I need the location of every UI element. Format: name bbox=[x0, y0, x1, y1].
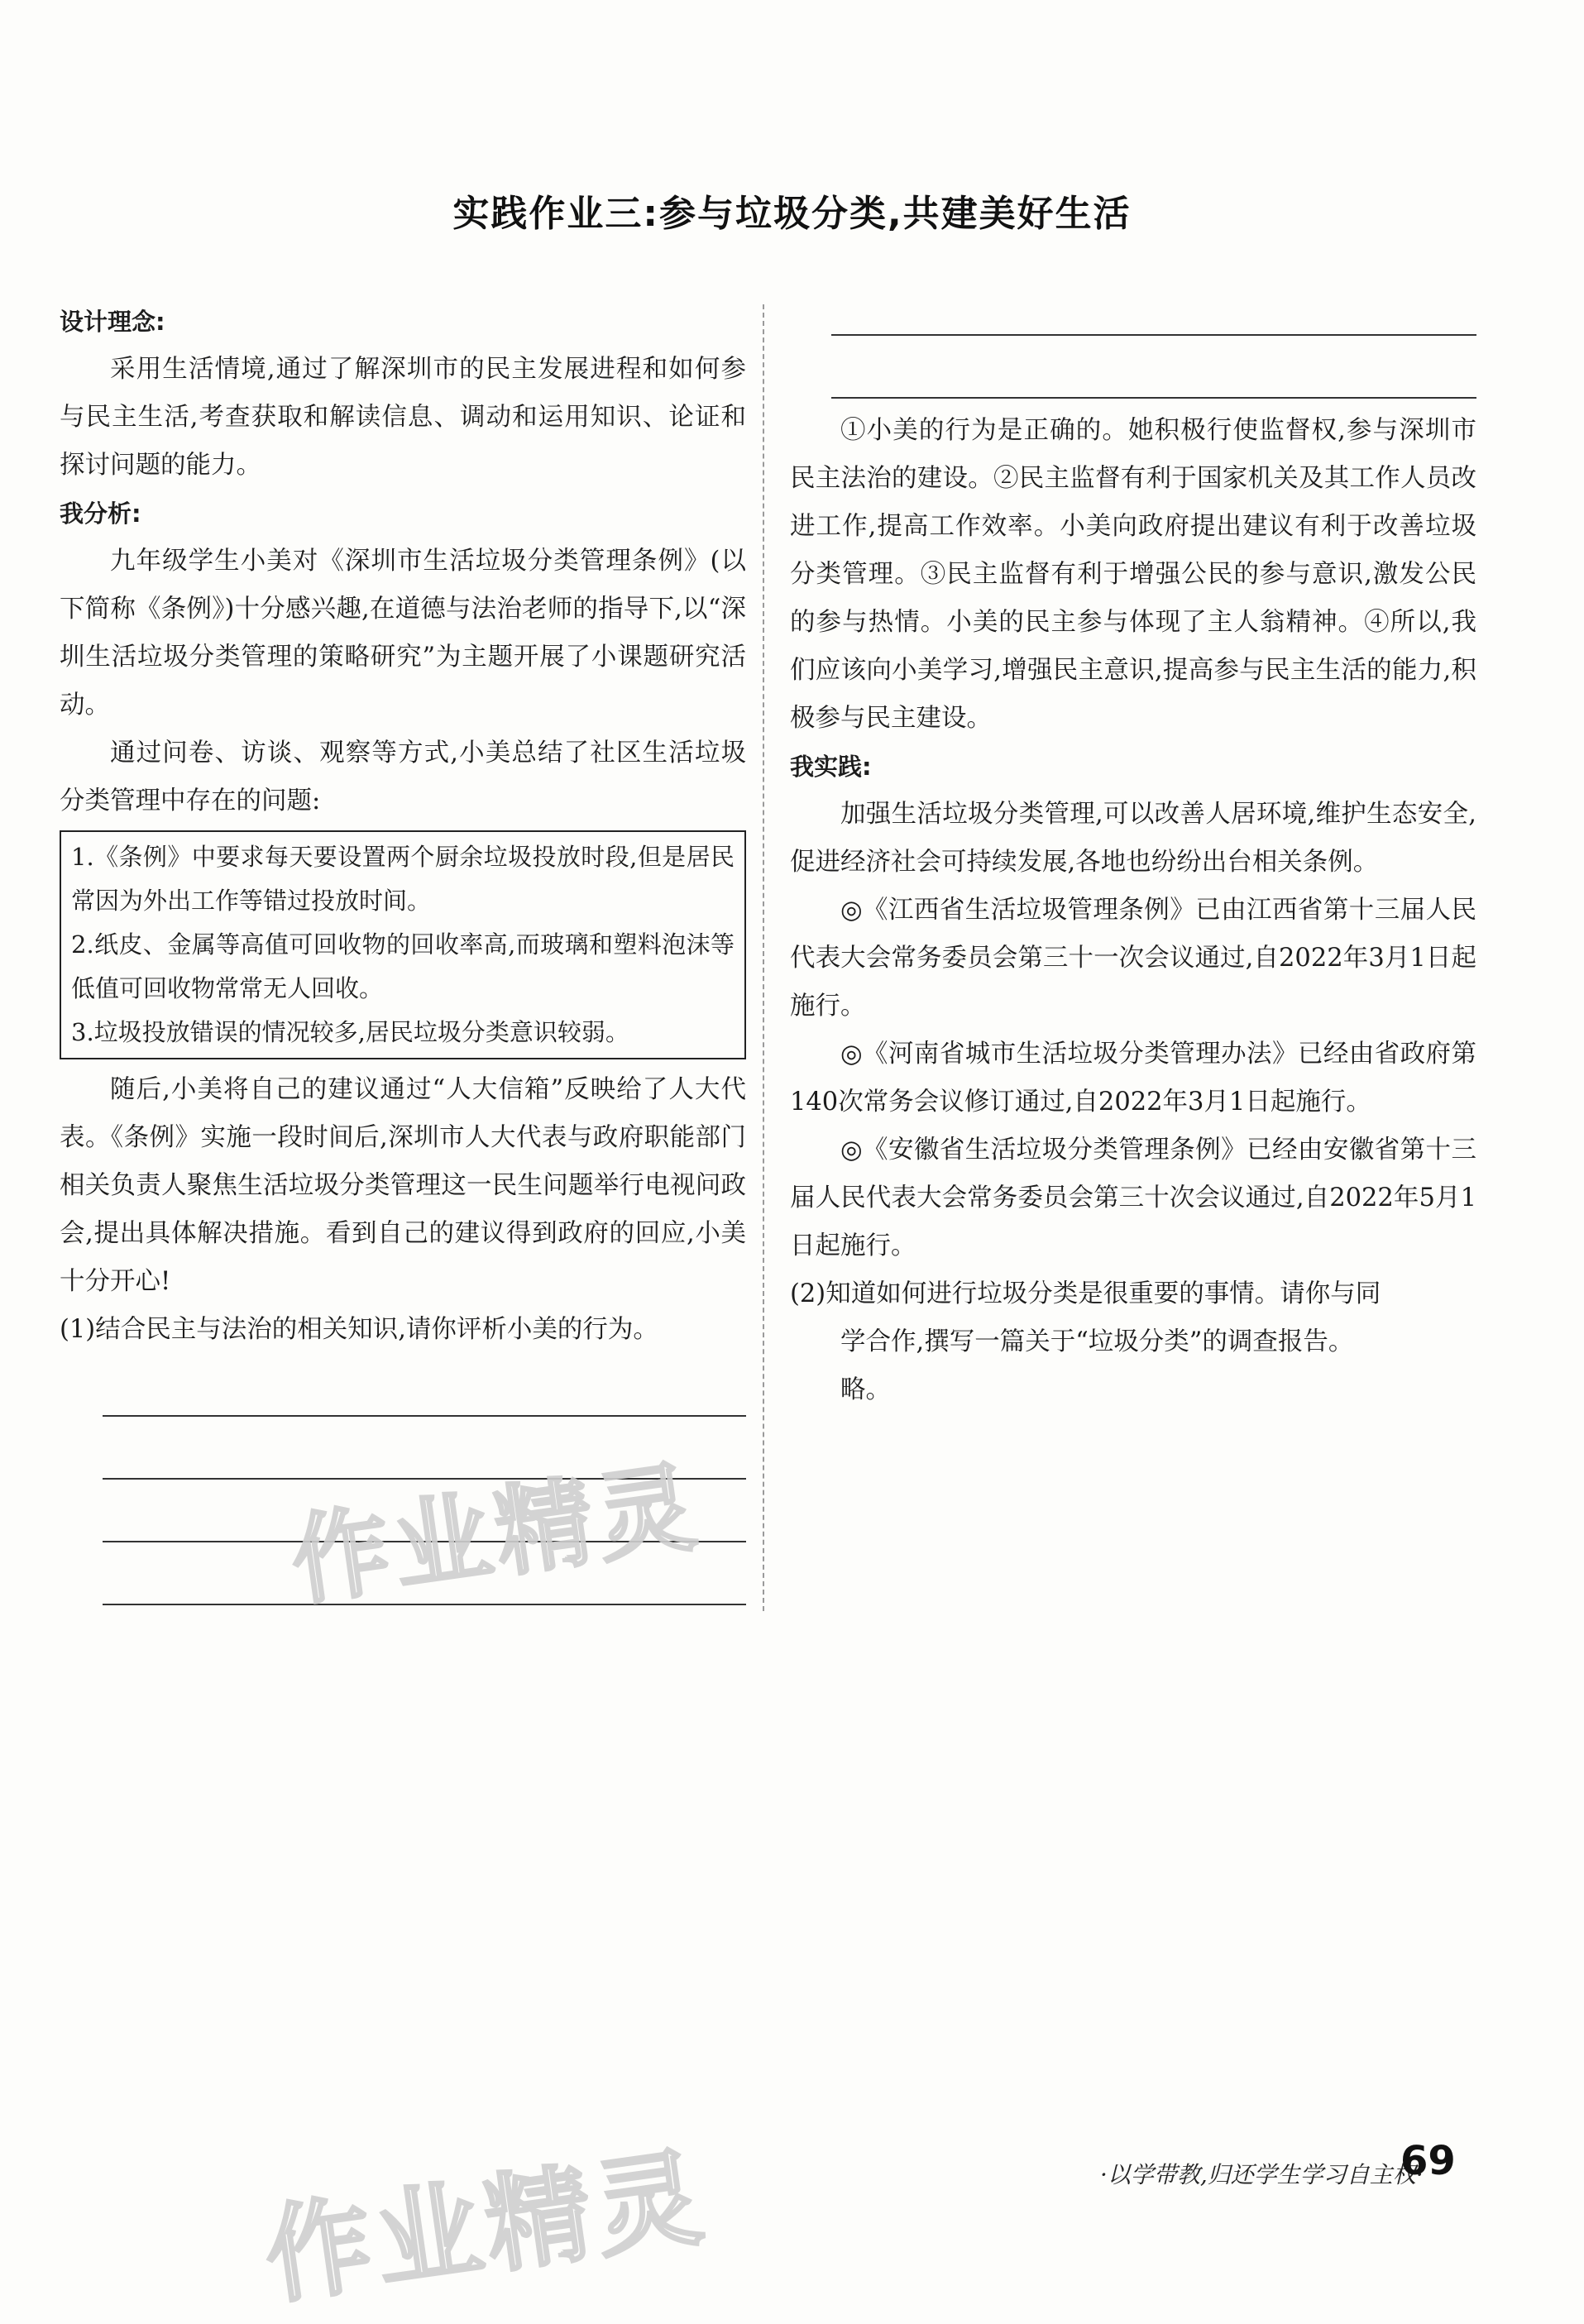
question-2-line-2: 学合作,撰写一篇关于“垃圾分类”的调查报告。 bbox=[840, 1327, 1354, 1356]
practice-para: 加强生活垃圾分类管理,可以改善人居环境,维护生态安全,促进经济社会可持续发展,各地也纷纷出台相关条例。 bbox=[790, 800, 1476, 877]
question-1: (1)结合民主与法治的相关知识,请你评析小美的行为。 bbox=[60, 1315, 658, 1344]
right-column bbox=[790, 298, 1476, 1414]
problem-box bbox=[60, 830, 746, 1059]
analysis-para-1: 九年级学生小美对《深圳市生活垃圾分类管理条例》(以下简称《条例》)十分感兴趣,在道德与法治老师的指导下,以“深圳生活垃圾分类管理的策略研究”为主题开展了小课题研究活动。 bbox=[60, 547, 746, 720]
analysis-para-3: 随后,小美将自己的建议通过“人大信箱”反映给了人大代表。《条例》实施一段时间后,深圳市人大代表与政府职能部门相关负责人聚焦生活垃圾分类管理这一民生问题举行电视问政会,提出具体解决措施。看到自己的建议得到政府的回应,小美十分开心! bbox=[60, 1075, 746, 1296]
column-divider bbox=[763, 304, 764, 1611]
answer-line bbox=[831, 298, 1476, 336]
answer-line bbox=[831, 336, 1476, 399]
problem-item: 3.垃圾投放错误的情况较多,居民垃圾分类意识较弱。 bbox=[71, 1018, 629, 1046]
page-title: 实践作业三:参与垃圾分类,共建美好生活 bbox=[452, 193, 1132, 235]
footer-slogan: ·以学带教,归还学生学习自主权· bbox=[1100, 2161, 1424, 2188]
practice-heading: 我实践: bbox=[790, 753, 872, 781]
design-heading: 设计理念: bbox=[60, 308, 165, 336]
design-text: 采用生活情境,通过了解深圳市的民主发展进程和如何参与民主生活,考查获取和解读信息、调动和运用知识、论证和探讨问题的能力。 bbox=[60, 355, 746, 480]
watermark: 作业精灵 bbox=[257, 2135, 715, 2320]
watermark: 作业精灵 bbox=[285, 1449, 707, 1619]
law-item-henan: ◎《河南省城市生活垃圾分类管理办法》已经由省政府第140次常务会议修订通过,自2022年3月1日起施行。 bbox=[790, 1040, 1476, 1117]
law-item-anhui: ◎《安徽省生活垃圾分类管理条例》已经由安徽省第十三届人民代表大会常务委员会第三十次会议通过,自2022年5月1日起施行。 bbox=[790, 1136, 1476, 1260]
question-2-line-1: (2)知道如何进行垃圾分类是很重要的事情。请你与同 bbox=[790, 1279, 1381, 1308]
answer-2: 略。 bbox=[840, 1375, 891, 1404]
law-item-jiangxi: ◎《江西省生活垃圾管理条例》已由江西省第十三届人民代表大会常务委员会第三十一次会议通过,自2022年3月1日起施行。 bbox=[790, 896, 1476, 1021]
answer-1: ①小美的行为是正确的。她积极行使监督权,参与深圳市民主法治的建设。②民主监督有利于国家机关及其工作人员改进工作,提高工作效率。小美向政府提出建议有利于改善垃圾分类管理。③民主监督有利于增强公民的参与意识,激发公民的参与热情。小美的民主参与体现了主人翁精神。④所以,我们应该向小美学习,增强民主意识,提高参与民主生活的能力,积极参与民主建设。 bbox=[790, 416, 1476, 733]
analysis-para-2: 通过问卷、访谈、观察等方式,小美总结了社区生活垃圾分类管理中存在的问题: bbox=[60, 739, 746, 815]
page-number: 69 bbox=[1400, 2138, 1456, 2184]
left-column bbox=[60, 298, 746, 1605]
problem-item: 1.《条例》中要求每天要设置两个厨余垃圾投放时段,但是居民常因为外出工作等错过投放时间。 bbox=[71, 843, 735, 915]
analysis-heading: 我分析: bbox=[60, 500, 141, 528]
answer-line bbox=[103, 1354, 746, 1417]
problem-item: 2.纸皮、金属等高值可回收物的回收率高,而玻璃和塑料泡沫等低值可回收物常常无人回收。 bbox=[71, 930, 735, 1002]
